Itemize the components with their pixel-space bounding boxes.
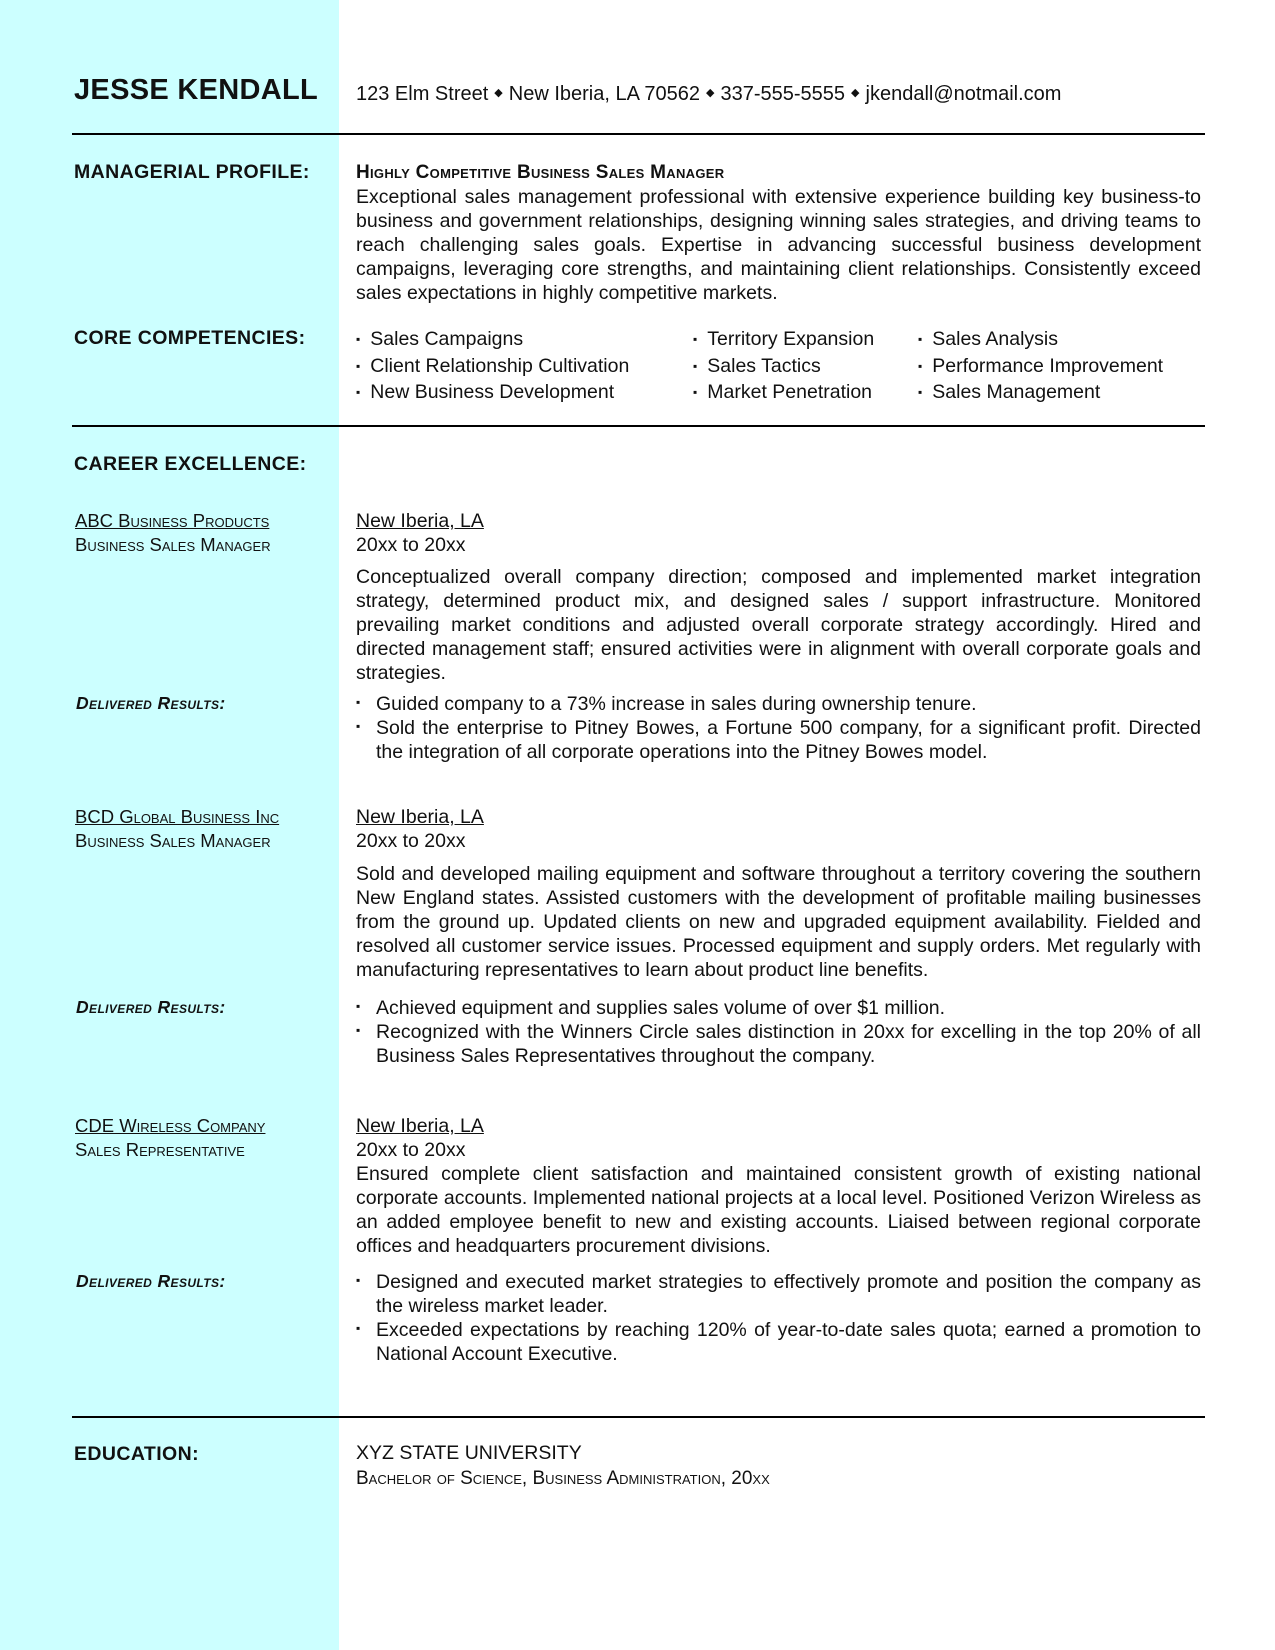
job-company: BCD Global Business Inc bbox=[75, 806, 280, 827]
competency-item: ▪ Sales Tactics bbox=[693, 354, 874, 381]
contact-address: 123 Elm Street bbox=[356, 83, 489, 105]
result-item: ▪ Exceeded expectations by reaching 120% of year-to-date sales quota; earned a promotion to National Account Executive. bbox=[356, 1318, 1201, 1366]
education-label: EDUCATION: bbox=[74, 1443, 199, 1465]
profile-text: Exceptional sales management professional with extensive experience building key business-to business and government relationships, designing winning sales strategies, and driving teams to reach challenging sales goals. Expertise in advancing successful business development campaigns, leveraging core strengths, and maintaining client relationships. Consistently exceed sales expectations in highly competitive markets. bbox=[356, 186, 1201, 304]
job-location-block bbox=[356, 805, 484, 853]
job-description: Conceptualized overall company direction; composed and implemented market integration strategy, determined product mix, and designed sales / support infrastructure. Monitored prevailing market conditions and adjusted overall corporate strategy accordingly. Hired and directed management staff; ensured activities were in alignment with overall corporate goals and strategies. bbox=[356, 566, 1201, 684]
result-item: ▪ Guided company to a 73% increase in sales during ownership tenure. bbox=[356, 692, 1201, 716]
results-list bbox=[356, 692, 1201, 764]
job-dates: 20xx to 20xx bbox=[356, 534, 466, 556]
education-block bbox=[356, 1440, 770, 1492]
competency-item: ▪ New Business Development bbox=[356, 380, 629, 407]
profile-headline: Highly Competitive Business Sales Manager bbox=[356, 162, 725, 183]
competency-item: ▪ Client Relationship Cultivation bbox=[356, 354, 629, 381]
job-title: Sales Representative bbox=[75, 1139, 245, 1160]
contact-city: New Iberia, LA 70562 bbox=[508, 83, 701, 105]
results-label: Delivered Results: bbox=[76, 997, 226, 1017]
result-item: ▪ Sold the enterprise to Pitney Bowes, a Fortune 500 company, for a significant profit. Directed the integration of all corporate operations into the Pitney Bowes model. bbox=[356, 716, 1201, 764]
competencies-column-2 bbox=[693, 327, 874, 407]
job-description: Ensured complete client satisfaction and maintained consistent growth of existing national corporate accounts. Implemented national projects at a local level. Positioned Verizon Wireless as an added employee benefit to new and existing accounts. Liaised between regional corporate offices and headquarters procurement divisions. bbox=[356, 1163, 1201, 1257]
competency-item: ▪ Territory Expansion bbox=[693, 327, 874, 354]
contact-phone: 337-555-5555 bbox=[720, 83, 846, 105]
job-location: New Iberia, LA bbox=[356, 510, 484, 532]
job-location: New Iberia, LA bbox=[356, 1115, 484, 1137]
competency-item: ▪ Market Penetration bbox=[693, 380, 874, 407]
candidate-name: JESSE KENDALL bbox=[74, 74, 318, 106]
results-list bbox=[356, 1270, 1201, 1366]
diamond-separator-icon: ◆ bbox=[494, 87, 503, 100]
result-item: ▪ Recognized with the Winners Circle sales distinction in 20xx for excelling in the top 20% of all Business Sales Representatives throughout the company. bbox=[356, 1020, 1201, 1068]
job-company-block bbox=[75, 509, 271, 557]
job-company: CDE Wireless Company bbox=[75, 1115, 266, 1136]
competencies-column-3 bbox=[918, 327, 1163, 407]
results-label: Delivered Results: bbox=[76, 1271, 226, 1291]
education-degree: Bachelor of Science, Business Administration, 20xx bbox=[356, 1468, 770, 1489]
results-list bbox=[356, 996, 1201, 1068]
job-location-block bbox=[356, 509, 484, 557]
diamond-separator-icon: ◆ bbox=[851, 87, 860, 100]
job-company-block bbox=[75, 1114, 265, 1162]
career-divider bbox=[72, 1416, 1205, 1418]
job-location: New Iberia, LA bbox=[356, 806, 484, 828]
competencies-divider bbox=[72, 425, 1205, 427]
career-label: CAREER EXCELLENCE: bbox=[74, 453, 307, 475]
job-dates: 20xx to 20xx bbox=[356, 830, 466, 852]
contact-line bbox=[356, 83, 1061, 106]
competencies-column-1 bbox=[356, 327, 629, 407]
contact-email[interactable]: jkendall@notmail.com bbox=[865, 83, 1062, 105]
job-dates: 20xx to 20xx bbox=[356, 1139, 466, 1161]
result-item: ▪ Achieved equipment and supplies sales volume of over $1 million. bbox=[356, 996, 1201, 1020]
competency-item: ▪ Sales Campaigns bbox=[356, 327, 629, 354]
job-location-block bbox=[356, 1114, 484, 1162]
job-company-block bbox=[75, 805, 279, 853]
diamond-separator-icon: ◆ bbox=[706, 87, 715, 100]
profile-label: MANAGERIAL PROFILE: bbox=[74, 161, 310, 183]
competencies-label: CORE COMPETENCIES: bbox=[74, 327, 306, 349]
competency-item: ▪ Sales Analysis bbox=[918, 327, 1163, 354]
education-school: XYZ STATE UNIVERSITY bbox=[356, 1442, 582, 1464]
result-item: ▪ Designed and executed market strategies to effectively promote and position the company as the wireless market leader. bbox=[356, 1270, 1201, 1318]
job-title: Business Sales Manager bbox=[75, 830, 271, 851]
job-company: ABC Business Products bbox=[75, 510, 270, 531]
job-title: Business Sales Manager bbox=[75, 534, 271, 555]
results-label: Delivered Results: bbox=[76, 693, 226, 713]
competency-item: ▪ Sales Management bbox=[918, 380, 1163, 407]
job-description: Sold and developed mailing equipment and software throughout a territory covering the southern New England states. Assisted customers with the development of profitable mailing businesses from the ground up. Updated clients on new and upgraded equipment availability. Fielded and resolved all customer service issues. Processed equipment and supply orders. Met regularly with manufacturing representatives to learn about product line benefits. bbox=[356, 863, 1201, 981]
competency-item: ▪ Performance Improvement bbox=[918, 354, 1163, 381]
header-divider bbox=[72, 133, 1205, 135]
